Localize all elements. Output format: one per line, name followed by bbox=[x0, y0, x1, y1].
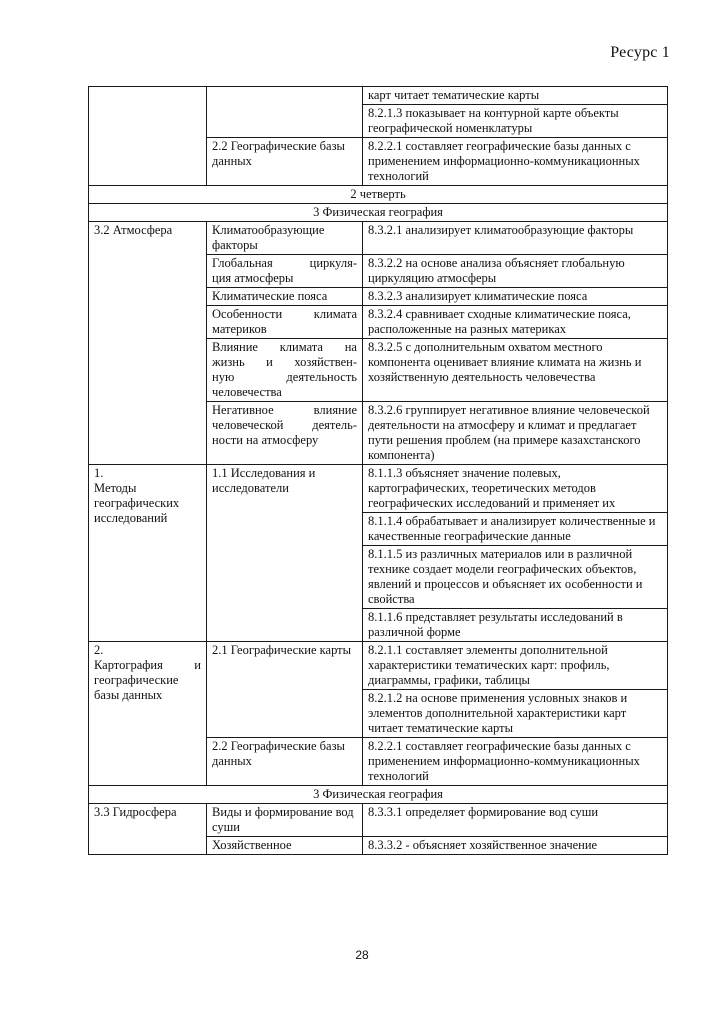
section-heading: 3 Физическая география bbox=[89, 204, 668, 222]
table-row bbox=[89, 804, 668, 837]
objective-cell: 8.2.1.1 составляет элементы дополнительной характеристики тематических карт: профиль, диаграммы, графики, таблицы bbox=[363, 642, 668, 690]
topic-cell: 3.2 Атмосфера bbox=[89, 222, 207, 465]
topic-cell: 3.3 Гидросфера bbox=[89, 804, 207, 855]
table-row bbox=[89, 87, 668, 105]
table-cell: 8.2.1.3 показывает на контурной карте объекты географической номенклатуры bbox=[363, 105, 668, 138]
subtopic-line: Глобальная циркуля- bbox=[212, 256, 357, 270]
topic-title: Методы географических исследований bbox=[94, 481, 180, 525]
objective-cell: 8.1.1.6 представляет результаты исследований в различной форме bbox=[363, 609, 668, 642]
objective-cell: 8.2.2.1 составляет географические базы данных с применением информационно-коммуникационных технологий bbox=[363, 738, 668, 786]
table-cell bbox=[89, 87, 207, 186]
table-cell bbox=[207, 87, 363, 138]
subtopic-line: Особенности климата bbox=[212, 307, 357, 321]
quarter-heading: 2 четверть bbox=[89, 186, 668, 204]
topic-cell bbox=[89, 465, 207, 642]
subtopic-line: ция атмосферы bbox=[212, 271, 294, 285]
objective-cell: 8.1.1.3 объясняет значение полевых, картографических, теоретических методов географических исследований и применяет их bbox=[363, 465, 668, 513]
section-row bbox=[89, 204, 668, 222]
objective-cell: 8.1.1.5 из различных материалов или в различной технике создает модели географических объектов, явлений и процессов и объясняет их особенности и свойства bbox=[363, 546, 668, 609]
objective-cell: 8.3.2.4 сравнивает сходные климатические пояса, расположенные на разных материках bbox=[363, 306, 668, 339]
table-cell: карт читает тематические карты bbox=[363, 87, 668, 105]
subtopic-cell: 1.1 Исследования и исследователи bbox=[207, 465, 363, 642]
objective-cell: 8.3.2.6 группирует негативное влияние человеческой деятельности на атмосферу и климат и предлагает пути решения проблем (на примере казахстанского компонента) bbox=[363, 402, 668, 465]
objective-cell: 8.2.1.2 на основе применения условных знаков и элементов дополнительной характеристики карт читает тематические карты bbox=[363, 690, 668, 738]
objective-cell: 8.1.1.4 обрабатывает и анализирует количественные и качественные географические данные bbox=[363, 513, 668, 546]
topic-number: 1. bbox=[94, 466, 104, 480]
objective-cell: 8.3.2.3 анализирует климатические пояса bbox=[363, 288, 668, 306]
subtopic-cell bbox=[207, 255, 363, 288]
topic-cell bbox=[89, 642, 207, 786]
section-row bbox=[89, 786, 668, 804]
objective-cell: 8.3.2.2 на основе анализа объясняет глобальную циркуляцию атмосферы bbox=[363, 255, 668, 288]
subtopic-cell bbox=[207, 306, 363, 339]
subtopic-cell bbox=[207, 339, 363, 402]
subtopic-line: ности на атмосферу bbox=[212, 433, 319, 447]
table-row bbox=[89, 642, 668, 690]
subtopic-cell: Хозяйственное bbox=[207, 837, 363, 855]
section-heading: 3 Физическая география bbox=[89, 786, 668, 804]
table-cell: 8.2.2.1 составляет географические базы данных с применением информационно-коммуникационных технологий bbox=[363, 138, 668, 186]
subtopic-cell: Климатические пояса bbox=[207, 288, 363, 306]
subtopic-line: материков bbox=[212, 322, 267, 336]
objective-cell: 8.3.3.2 - объясняет хозяйственное значение bbox=[363, 837, 668, 855]
subtopic-line: человечества bbox=[212, 385, 282, 399]
subtopic-line: Влияние климата на bbox=[212, 340, 357, 354]
subtopic-cell: 2.1 Географические карты bbox=[207, 642, 363, 738]
table-row bbox=[89, 222, 668, 255]
subtopic-cell: 2.2 Географические базы данных bbox=[207, 738, 363, 786]
subtopic-cell: Виды и формирование вод суши bbox=[207, 804, 363, 837]
objective-cell: 8.3.2.5 с дополнительным охватом местного компонента оценивает влияние климата на жизнь и хозяйственную деятельность человечества bbox=[363, 339, 668, 402]
subtopic-line: Негативное влияние bbox=[212, 403, 357, 417]
curriculum-table bbox=[88, 86, 668, 855]
resource-label: Ресурс 1 bbox=[610, 44, 670, 61]
topic-number: 2. bbox=[94, 643, 104, 657]
subtopic-line: ную деятельность bbox=[212, 370, 357, 384]
topic-title-line: Картография и bbox=[94, 658, 201, 672]
quarter-row bbox=[89, 186, 668, 204]
subtopic-line: жизнь и хозяйствен- bbox=[212, 355, 357, 369]
table-cell: 2.2 Географические базы данных bbox=[207, 138, 363, 186]
subtopic-cell: Климатообразующие факторы bbox=[207, 222, 363, 255]
subtopic-line: человеческой деятель- bbox=[212, 418, 357, 432]
page-number: 28 bbox=[355, 948, 369, 962]
topic-title-line: географические базы данных bbox=[94, 673, 179, 702]
subtopic-cell bbox=[207, 402, 363, 465]
table-row bbox=[89, 465, 668, 513]
objective-cell: 8.3.2.1 анализирует климатообразующие факторы bbox=[363, 222, 668, 255]
objective-cell: 8.3.3.1 определяет формирование вод суши bbox=[363, 804, 668, 837]
